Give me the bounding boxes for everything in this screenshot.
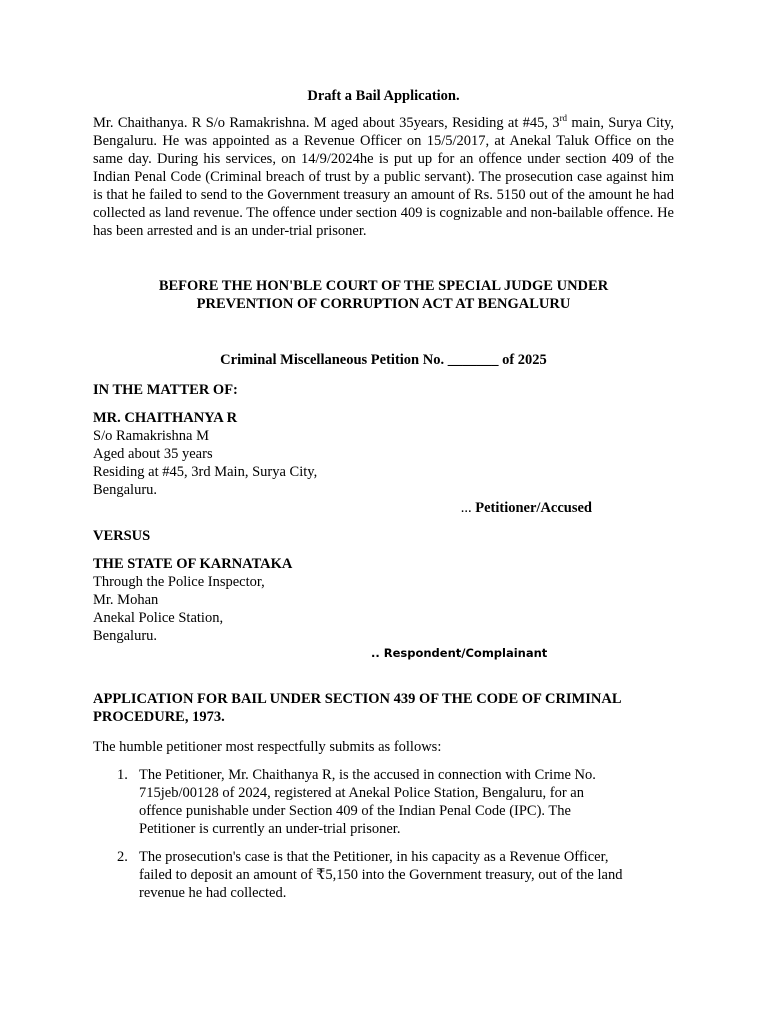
in-the-matter-heading: IN THE MATTER OF:	[93, 382, 238, 398]
document-page	[93, 86, 674, 912]
petitioner-line: Bengaluru.	[93, 482, 158, 498]
petitioner-block	[93, 409, 674, 517]
petitioner-line: Aged about 35 years	[93, 446, 213, 462]
versus-label: VERSUS	[93, 528, 151, 544]
petitioner-role	[93, 499, 674, 517]
petitioner-role-prefix: ...	[460, 500, 476, 516]
respondent-line: Through the Police Inspector,	[93, 574, 265, 590]
list-item	[93, 848, 629, 902]
petitioner-line: Residing at #45, 3rd Main, Surya City,	[93, 464, 318, 480]
numbered-points	[93, 766, 674, 902]
document-title: Draft a Bail Application.	[307, 88, 460, 104]
list-item-number: 2.	[117, 849, 128, 865]
application-heading-line2: PROCEDURE, 1973.	[93, 709, 225, 725]
intro-text-part1: Mr. Chaithanya. R S/o Ramakrishna. M aged about 35years, Residing at #45, 3	[93, 115, 560, 131]
list-item-number: 1.	[117, 767, 128, 783]
petitioner-role-label: Petitioner/Accused	[475, 500, 592, 516]
respondent-name: THE STATE OF KARNATAKA	[93, 556, 293, 572]
respondent-role: .. Respondent/Complainant	[371, 646, 548, 660]
list-item-text: The prosecution's case is that the Petitioner, in his capacity as a Revenue Officer, failed to deposit an amount of ₹5,150 into the Government treasury, out of the land revenue he had collected.	[139, 849, 623, 901]
respondent-line: Mr. Mohan	[93, 592, 159, 608]
respondent-block	[93, 555, 674, 661]
list-item	[93, 766, 629, 838]
respondent-line: Anekal Police Station,	[93, 610, 224, 626]
application-heading	[93, 690, 674, 726]
respondent-line: Bengaluru.	[93, 628, 158, 644]
application-heading-line1: APPLICATION FOR BAIL UNDER SECTION 439 OF THE CODE OF CRIMINAL	[93, 691, 622, 707]
court-heading-line1: BEFORE THE HON'BLE COURT OF THE SPECIAL JUDGE UNDER	[158, 278, 609, 294]
intro-paragraph	[93, 114, 674, 240]
petitioner-line: S/o Ramakrishna M	[93, 428, 209, 444]
petitioner-name: MR. CHAITHANYA R	[93, 410, 238, 426]
court-heading	[93, 277, 674, 313]
humble-submission: The humble petitioner most respectfully submits as follows:	[93, 739, 442, 755]
court-heading-line2: PREVENTION OF CORRUPTION ACT AT BENGALURU	[196, 296, 571, 312]
intro-superscript: rd	[559, 113, 568, 124]
petition-number: Criminal Miscellaneous Petition No. _______ of 2025	[220, 352, 547, 368]
list-item-text: The Petitioner, Mr. Chaithanya R, is the accused in connection with Crime No. 715jeb/00128 of 2024, registered at Anekal Police Station, Bengaluru, for an offence punishable under Section 409 of the Indian Penal Code (IPC). The Petitioner is currently an under-trial prisoner.	[139, 767, 596, 837]
intro-text-part2: main, Surya City, Bengaluru. He was appointed as a Revenue Officer on 15/5/2017, at Anekal Taluk Office on the same day. During his services, on 14/9/2024he is put up for an offence under section 409 of the Indian Penal Code (Criminal breach of trust by a public servant). The prosecution case against him is that he failed to send to the Government treasury an amount of Rs. 5150 out of the amount he had collected as land revenue. The offence under section 409 is cognizable and non-bailable offence. He has been arrested and is an under-trial prisoner.	[93, 115, 675, 239]
